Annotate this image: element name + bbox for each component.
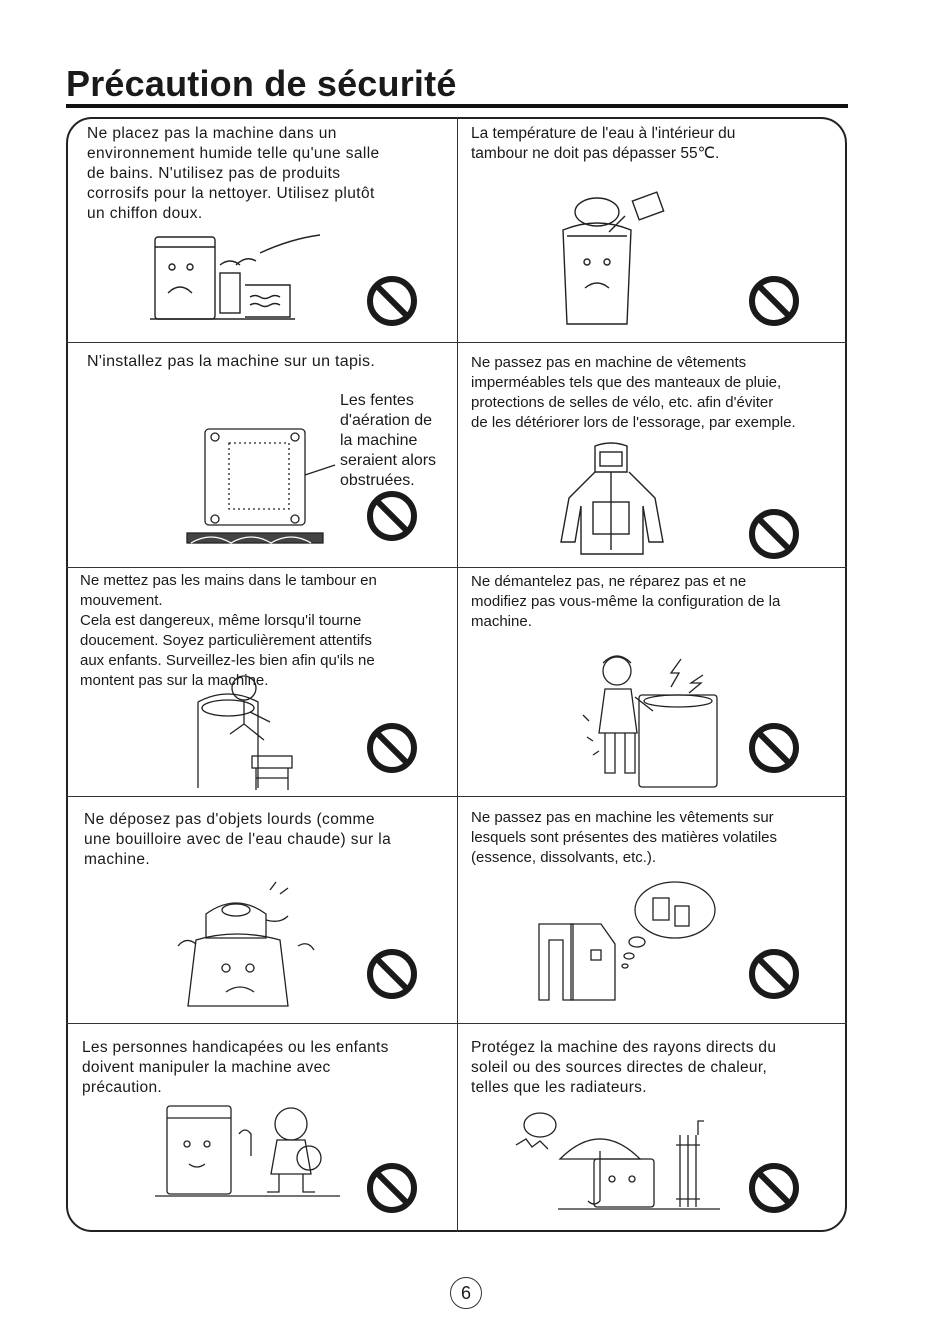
title-underline bbox=[66, 104, 848, 108]
precaution-sun-text: Protégez la machine des rayons directs du soleil ou des sources directes de chaleur, telles que les radiateurs. bbox=[471, 1039, 777, 1096]
child-near-washer-illustration bbox=[155, 1098, 340, 1200]
prohibition-icon bbox=[748, 948, 800, 1000]
washer-hose-illustration bbox=[150, 225, 330, 325]
washer-sun-radiator-illustration bbox=[510, 1105, 720, 1213]
prohibition-icon bbox=[748, 722, 800, 774]
precaution-handicapped-text: Les personnes handicapées ou les enfants doivent manipuler la machine avec précaution. bbox=[82, 1039, 389, 1096]
child-on-washer-illustration bbox=[190, 672, 310, 792]
clothes-solvent-illustration bbox=[535, 880, 725, 1010]
precaution-volatile-text: Ne passez pas en machine les vêtements sur lesquels sont présentes des matières volatiles (essence, dissolvants, etc.). bbox=[471, 809, 777, 866]
prohibition-icon bbox=[366, 722, 418, 774]
precaution-humid-text: Ne placez pas la machine dans un environnement humide telle qu'une salle de bains. N'utilisez pas de produits corrosifs pour la nettoyer. Utilisez plutôt un chiffon doux. bbox=[87, 125, 380, 222]
washer-hot-water-illustration bbox=[555, 190, 675, 330]
prohibition-icon bbox=[748, 508, 800, 560]
precaution-carpet-note: Les fentes d'aération de la machine seraient alors obstruées. bbox=[340, 392, 437, 489]
row-divider bbox=[66, 796, 847, 797]
precaution-dismantle-text: Ne démantelez pas, ne réparez pas et ne modifiez pas vous-même la configuration de la machine. bbox=[471, 573, 781, 630]
precaution-heavy-text: Ne déposez pas d'objets lourds (comme une bouilloire avec de l'eau chaude) sur la machine. bbox=[84, 811, 392, 868]
prohibition-icon bbox=[366, 1162, 418, 1214]
precaution-water-temp-text: La température de l'eau à l'intérieur du tambour ne doit pas dépasser 55℃. bbox=[471, 125, 736, 162]
prohibition-icon bbox=[366, 948, 418, 1000]
man-repairing-washer-illustration bbox=[575, 645, 725, 791]
raincoat-illustration bbox=[555, 440, 665, 556]
kettle-on-washer-illustration bbox=[170, 880, 330, 1014]
precaution-carpet-text: N'installez pas la machine sur un tapis. bbox=[87, 353, 376, 370]
page-number: 6 bbox=[450, 1277, 482, 1309]
prohibition-icon bbox=[366, 490, 418, 542]
precaution-waterproof-text: Ne passez pas en machine de vêtements imperméables tels que des manteaux de pluie, protections de selles de vélo, etc. afin d'éviter de les détériorer lors de l'essorage, par exemple. bbox=[471, 354, 796, 431]
washer-on-carpet-illustration bbox=[185, 425, 345, 547]
column-divider bbox=[457, 117, 458, 1232]
prohibition-icon bbox=[748, 275, 800, 327]
precaution-hands-text: Ne mettez pas les mains dans le tambour en mouvement. Cela est dangereux, même lorsqu'il tourne doucement. Soyez particulièrement attentifs aux enfants. Surveillez-les bien afin qu'ils ne montent pas sur la machine. bbox=[80, 572, 377, 689]
page-title: Précaution de sécurité bbox=[66, 63, 457, 104]
row-divider bbox=[66, 567, 847, 568]
row-divider bbox=[66, 1023, 847, 1024]
prohibition-icon bbox=[366, 275, 418, 327]
prohibition-icon bbox=[748, 1162, 800, 1214]
row-divider bbox=[66, 342, 847, 343]
